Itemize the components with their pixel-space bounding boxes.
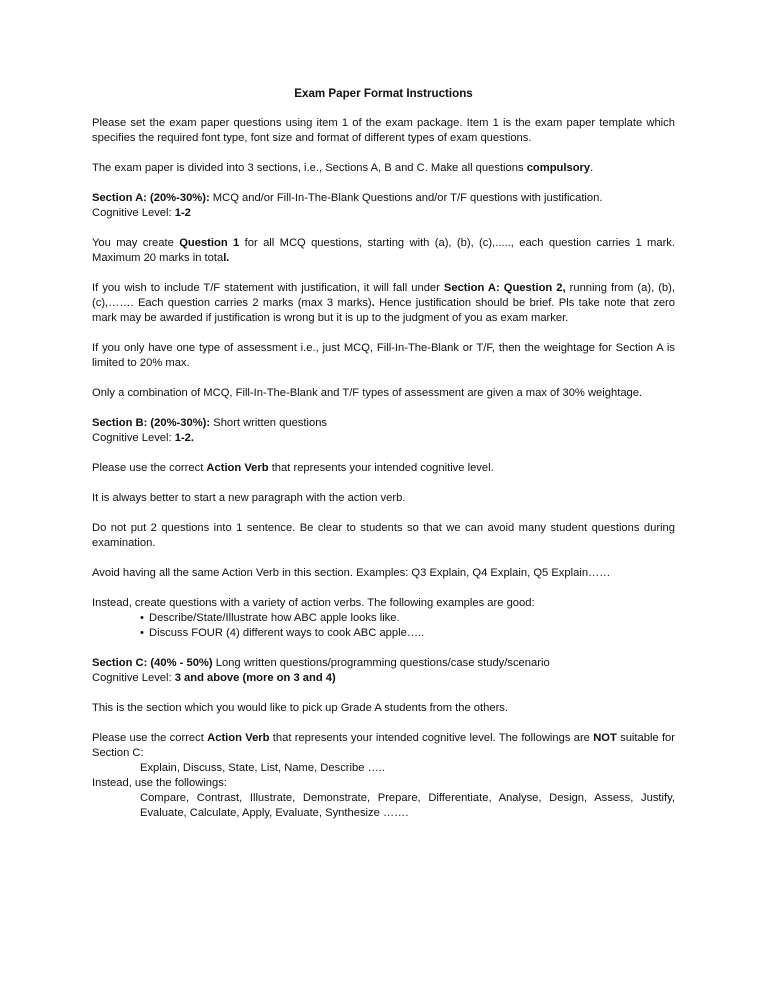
section-b-cognitive-level: 1-2. (174, 432, 194, 444)
section-c-suitable-list: Compare, Contrast, Illustrate, Demonstrate, Prepare, Differentiate, Analyse, Design, Assess, Justify, Evaluate, Calculate, Apply, Evaluate, Synthesize ……. (140, 792, 675, 819)
section-b-examples-list (92, 611, 675, 641)
section-c-instead-label: Instead, use the followings: (92, 777, 227, 789)
sections-paragraph: The exam paper is divided into 3 sections, i.e., Sections A, B and C. Make all questions compulsory. (92, 162, 594, 174)
document-title: Exam Paper Format Instructions (294, 87, 473, 100)
section-c-action-verb-paragraph: Please use the correct Action Verb that represents your intended cognitive level. The followings are NOT suitable for Section C: (92, 732, 675, 759)
section-a-combination-paragraph: Only a combination of MCQ, Fill-In-The-Blank and T/F types of assessment are given a max of 30% weightage. (92, 387, 643, 399)
section-a-question1-paragraph: You may create Question 1 for all MCQ questions, starting with (a), (b), (c),....., each question carries 1 mark. Maximum 20 marks in total. (92, 237, 675, 264)
section-c-cognitive-level: 3 and above (more on 3 and 4) (174, 672, 336, 684)
section-b-header: Section B: (20%-30%): Short written questions Cognitive Level: 1-2. (92, 417, 328, 444)
section-b-new-paragraph-tip: It is always better to start a new paragraph with the action verb. (92, 492, 406, 504)
section-a-question2-paragraph: If you wish to include T/F statement with justification, it will fall under Section A: Question 2, running from (a), (b), (c),……. Each question carries 2 marks (max 3 marks). Hence justification should be brief. Pls take note that zero mark may be awarded if justification is wrong but it is up to the judgment of you as exam marker. (92, 282, 675, 324)
list-item: • Discuss FOUR (4) different ways to cook ABC apple….. (92, 626, 675, 641)
section-a-header: Section A: (20%-30%): MCQ and/or Fill-In-The-Blank Questions and/or T/F questions with justification. Cognitive Level: 1-2 (92, 192, 603, 219)
section-b-heading: Section B: (20%-30%): (92, 417, 211, 429)
section-a-heading: Section A: (20%-30%): (92, 192, 210, 204)
section-c-not-suitable-list: Explain, Discuss, State, List, Name, Describe ….. (140, 762, 385, 774)
section-b-no-two-questions: Do not put 2 questions into 1 sentence. Be clear to students so that we can avoid many student questions during examination. (92, 522, 675, 549)
section-c-heading: Section C: (40% - 50%) (92, 657, 213, 669)
section-c-grade-a-paragraph: This is the section which you would like to pick up Grade A students from the others. (92, 702, 509, 714)
section-b-instead-paragraph: Instead, create questions with a variety of action verbs. The following examples are good: (92, 597, 535, 609)
list-item: • Describe/State/Illustrate how ABC apple looks like. (92, 611, 675, 626)
intro-paragraph: Please set the exam paper questions using item 1 of the exam package. Item 1 is the exam paper template which specifies the required font type, font size and format of different types of exam questions. (92, 117, 675, 144)
compulsory-emphasis: compulsory (526, 162, 591, 174)
section-c-header: Section C: (40% - 50%) Long written questions/programming questions/case study/scenario Cognitive Level: 3 and above (more on 3 and 4) (92, 657, 550, 684)
section-b-action-verb-paragraph: Please use the correct Action Verb that represents your intended cognitive level. (92, 462, 494, 474)
section-b-avoid-same-verb: Avoid having all the same Action Verb in this section. Examples: Q3 Explain, Q4 Explain, Q5 Explain…… (92, 567, 611, 579)
section-a-cognitive-level: 1-2 (174, 207, 191, 219)
section-a-single-type-paragraph: If you only have one type of assessment i.e., just MCQ, Fill-In-The-Blank or T/F, then the weightage for Section A is limited to 20% max. (92, 342, 675, 369)
document-body (92, 86, 675, 821)
